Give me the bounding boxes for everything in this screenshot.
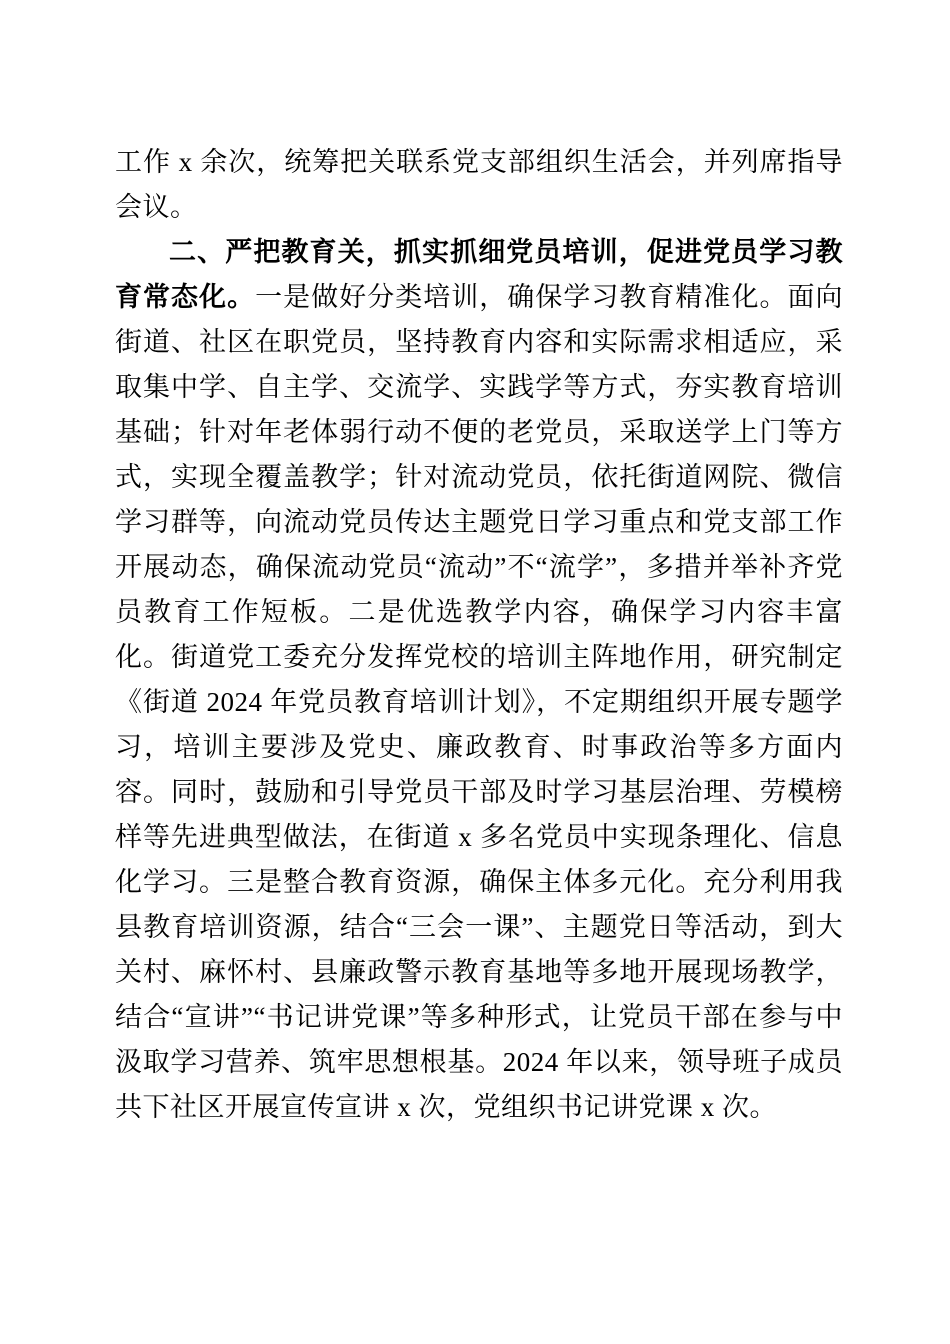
paragraph-continuation	[115, 140, 843, 230]
text-run-normal: 工作 x 余次，统筹把关联系党支部组织生活会，并列席指导会议。	[115, 147, 843, 222]
document-body	[115, 140, 843, 1130]
text-run-normal: 一是做好分类培训，确保学习教育精准化。面向街道、社区在职党员，坚持教育内容和实际需求相适应，采取集中学、自主学、交流学、实践学等方式，夯实教育培训基础；针对年老体弱行动不便的老党员，采取送学上门等方式，实现全覆盖教学；针对流动党员，依托街道网院、微信学习群等，向流动党员传达主题党日学习重点和党支部工作开展动态，确保流动党员“流动”不“流学”，多措并举补齐党员教育工作短板。二是优选教学内容，确保学习内容丰富化。街道党工委充分发挥党校的培训主阵地作用，研究制定《街道 2024 年党员教育培训计划》，不定期组织开展专题学习，培训主要涉及党史、廉政教育、时事政治等多方面内容。同时，鼓励和引导党员干部及时学习基层治理、劳模榜样等先进典型做法，在街道 x 多名党员中实现条理化、信息化学习。三是整合教育资源，确保主体多元化。充分利用我县教育培训资源，结合“三会一课”、主题党日等活动，到大关村、麻怀村、县廉政警示教育基地等多地开展现场教学，结合“宣讲”“书记讲党课”等多种形式，让党员干部在参与中汲取学习营养、筑牢思想根基。2024 年以来，领导班子成员共下社区开展宣传宣讲 x 次，党组织书记讲党课 x 次。	[115, 282, 844, 1122]
paragraph-section-two	[115, 230, 843, 1130]
text-run-bold: 二、严把教育关，抓实抓细党员培训，促进党员学习教育常态化。	[115, 237, 843, 312]
